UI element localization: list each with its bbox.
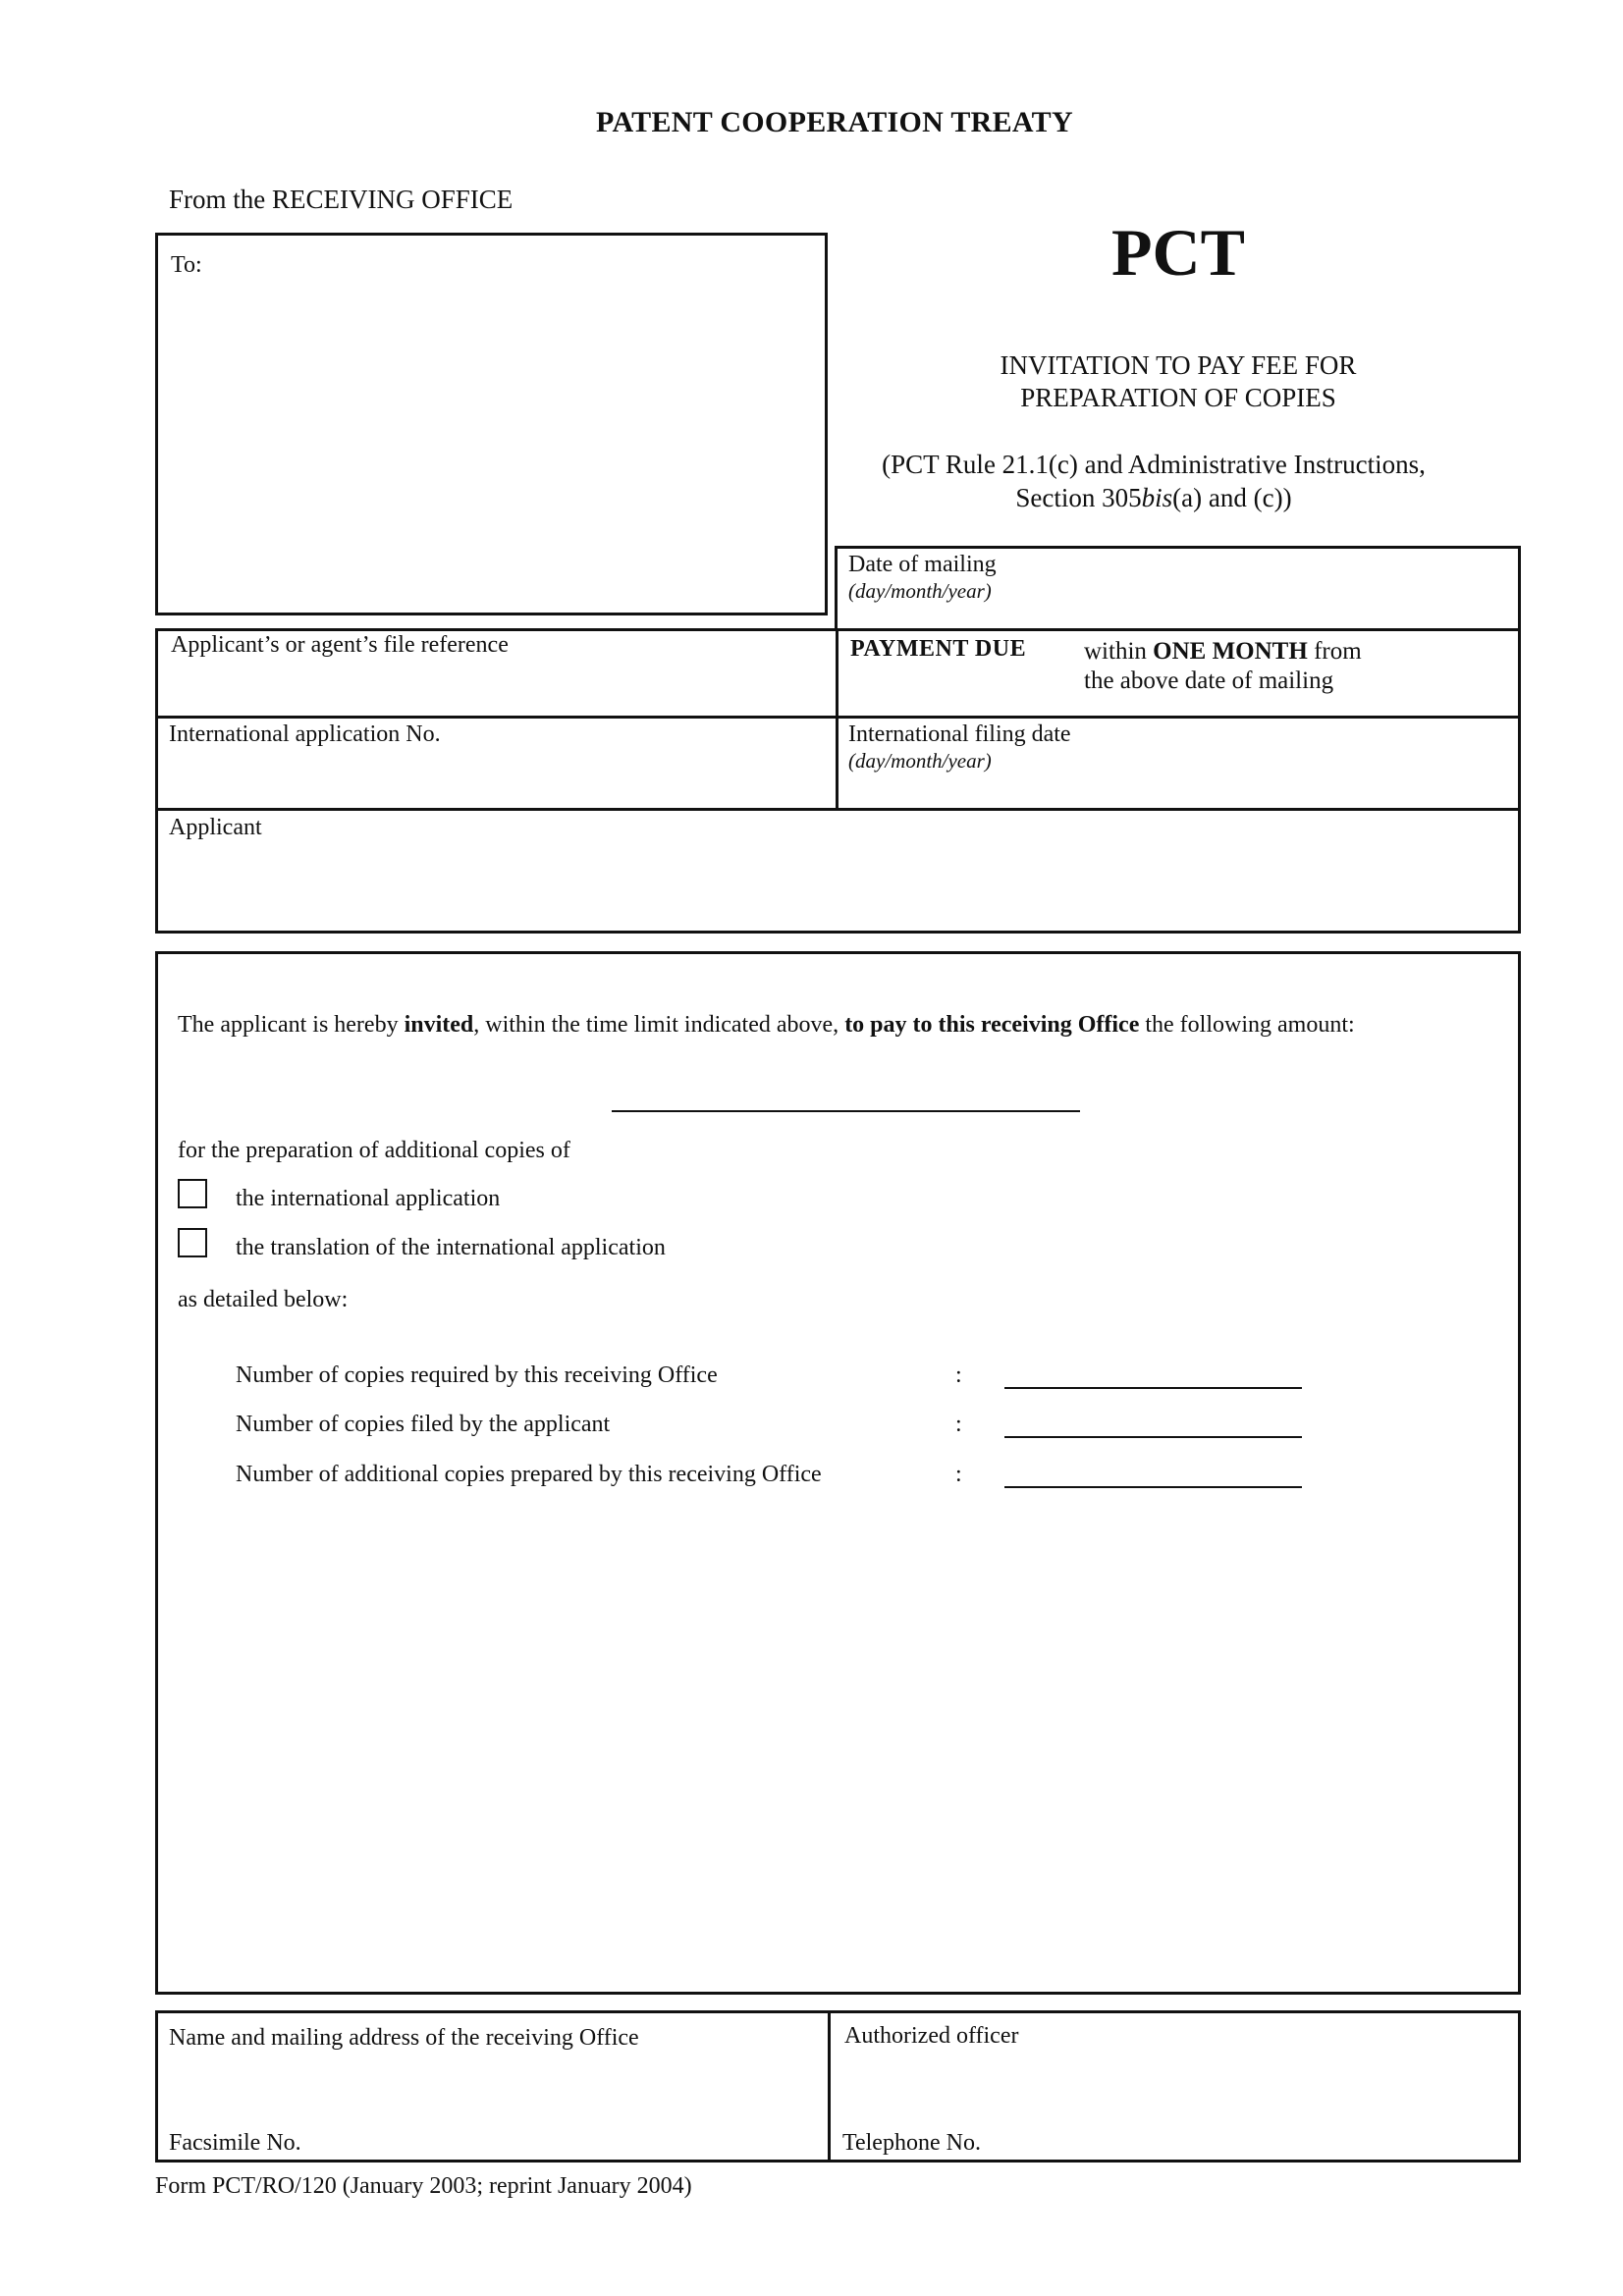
rule-section: Section 305 (1015, 483, 1142, 512)
name-address-field[interactable] (159, 2014, 825, 2112)
from-text: from (1314, 638, 1362, 665)
translation-checkbox[interactable] (178, 1228, 207, 1257)
additional-copies-label: Number of additional copies prepared by this receiving Office (236, 1462, 822, 1487)
intl-filing-date-label: International filing date (848, 721, 1071, 747)
additional-copies-colon: : (955, 1462, 962, 1487)
intl-filing-date-format: (day/month/year) (848, 749, 992, 773)
authorized-officer-label: Authorized officer (844, 2023, 1019, 2049)
rule-reference-line1: (PCT Rule 21.1(c) and Administrative Instructions, (882, 450, 1426, 479)
name-address-label: Name and mailing address of the receiving Office (169, 2025, 639, 2051)
from-receiving-office-label: From the RECEIVING OFFICE (169, 185, 514, 214)
within-text: within (1084, 638, 1147, 665)
treaty-title: PATENT COOPERATION TREATY (596, 106, 1073, 138)
copies-required-colon: : (955, 1362, 962, 1388)
facsimile-label: Facsimile No. (169, 2130, 301, 2156)
date-of-mailing-label: Date of mailing (848, 552, 997, 577)
form-identifier: Form PCT/RO/120 (January 2003; reprint January 2004) (155, 2173, 692, 2199)
as-detailed-label: as detailed below: (178, 1287, 349, 1312)
translation-label: the translation of the international application (236, 1235, 666, 1260)
telephone-label: Telephone No. (842, 2130, 981, 2156)
invitation-paragraph (178, 1012, 1355, 1039)
invitation-text-2: , within the time limit indicated above, (473, 1012, 845, 1038)
above-date-text: the above date of mailing (1084, 667, 1334, 694)
to-label: To: (171, 252, 202, 278)
invitation-pay-to: to pay to this receiving Office (844, 1012, 1140, 1038)
applicant-label: Applicant (169, 815, 262, 840)
copies-filed-colon: : (955, 1412, 962, 1437)
applicant-field[interactable] (159, 813, 1518, 931)
invitation-text-1: The applicant is hereby (178, 1012, 405, 1038)
copies-required-label: Number of copies required by this receiving Office (236, 1362, 718, 1388)
rule-subsections: (a) and (c)) (1172, 483, 1292, 512)
file-reference-label: Applicant’s or agent’s file reference (171, 632, 509, 658)
payment-due-deadline (1084, 638, 1362, 666)
intl-app-no-label: International application No. (169, 721, 441, 747)
file-reference-field[interactable] (159, 632, 833, 716)
copies-required-input-line[interactable] (1004, 1387, 1302, 1389)
payment-due-label: PAYMENT DUE (850, 636, 1027, 662)
rule-reference-line2 (835, 483, 1473, 513)
additional-copies-input-line[interactable] (1004, 1486, 1302, 1488)
for-preparation-label: for the preparation of additional copies of (178, 1138, 570, 1163)
footer-divider-vertical (828, 2010, 831, 2163)
grid-divider-vertical (836, 628, 839, 811)
invitation-invited: invited (404, 1012, 474, 1038)
form-title-line1: INVITATION TO PAY FEE FOR (1000, 350, 1357, 380)
amount-input-line[interactable] (612, 1110, 1080, 1112)
intl-app-no-field[interactable] (159, 720, 833, 806)
authorized-officer-field[interactable] (833, 2014, 1518, 2112)
pct-logo: PCT (1111, 215, 1245, 290)
date-of-mailing-format: (day/month/year) (848, 579, 992, 603)
rule-bis: bis (1141, 483, 1173, 512)
international-application-checkbox[interactable] (178, 1179, 207, 1208)
copies-filed-input-line[interactable] (1004, 1436, 1302, 1438)
intl-filing-date-field[interactable] (840, 720, 1518, 806)
international-application-label: the international application (236, 1186, 501, 1211)
to-address-box[interactable] (155, 233, 828, 615)
copies-filed-label: Number of copies filed by the applicant (236, 1412, 611, 1437)
invitation-text-3: the following amount: (1139, 1012, 1355, 1038)
one-month-text: ONE MONTH (1153, 638, 1308, 665)
form-title-line2: PREPARATION OF COPIES (1020, 383, 1336, 412)
